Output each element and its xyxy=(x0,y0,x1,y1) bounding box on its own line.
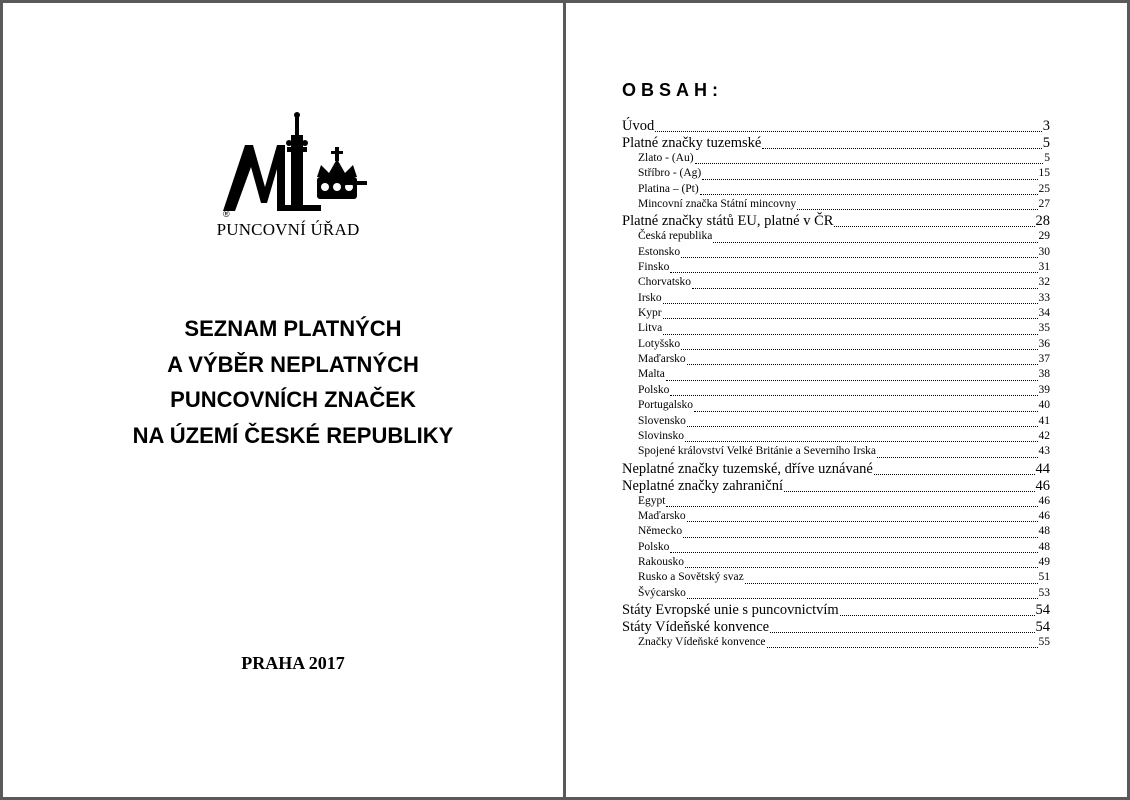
toc-entry-page: 29 xyxy=(1038,230,1050,243)
toc-subsection-entry[interactable] xyxy=(622,415,1050,430)
toc-dot-leader xyxy=(695,163,1044,164)
toc-entry-page: 32 xyxy=(1038,276,1050,289)
toc-subsection-entry[interactable] xyxy=(622,167,1050,182)
toc-entry-page: 40 xyxy=(1038,399,1050,412)
toc-entry-page: 37 xyxy=(1038,353,1050,366)
toc-subsection-entry[interactable] xyxy=(622,587,1050,602)
toc-subsection-entry[interactable] xyxy=(622,495,1050,510)
toc-subsection-entry[interactable] xyxy=(622,636,1050,651)
toc-section-entry[interactable] xyxy=(622,619,1050,636)
toc-dot-leader xyxy=(692,288,1037,289)
toc-entry-page: 34 xyxy=(1038,307,1050,320)
toc-page xyxy=(566,3,1127,797)
toc-entry-page: 54 xyxy=(1035,601,1050,618)
toc-subsection-entry[interactable] xyxy=(622,261,1050,276)
toc-entry-label: Neplatné značky zahraniční xyxy=(622,477,784,494)
toc-entry-page: 41 xyxy=(1038,414,1050,427)
toc-entry-label: Stříbro - (Ag) xyxy=(638,167,702,180)
logo-caption: PUNCOVNÍ ÚŘAD xyxy=(216,220,360,239)
toc-dot-leader xyxy=(666,506,1037,507)
toc-entry-page: 51 xyxy=(1038,571,1050,584)
toc-subsection-entry[interactable] xyxy=(622,510,1050,525)
toc-entry-label: Portugalsko xyxy=(638,399,693,412)
toc-entry-page: 33 xyxy=(1038,291,1050,304)
toc-entry-page: 31 xyxy=(1038,261,1050,274)
toc-dot-leader xyxy=(670,272,1037,273)
toc-entry-page: 55 xyxy=(1038,635,1050,648)
toc-dot-leader xyxy=(670,395,1037,396)
toc-section-entry[interactable] xyxy=(622,602,1050,619)
toc-entry-label: Mincovní značka Státní mincovny xyxy=(638,198,797,211)
toc-dot-leader xyxy=(745,583,1038,584)
toc-entry-label: Německo xyxy=(638,525,683,538)
toc-entry-page: 46 xyxy=(1038,494,1050,507)
toc-entry-label: Polsko xyxy=(638,540,670,553)
toc-subsection-entry[interactable] xyxy=(622,384,1050,399)
toc-entry-page: 5 xyxy=(1044,152,1050,164)
toc-subsection-entry[interactable] xyxy=(622,368,1050,383)
toc-entry-label: Úvod xyxy=(622,118,655,134)
toc-entry-page: 46 xyxy=(1038,509,1050,522)
toc-entry-page: 30 xyxy=(1038,245,1050,258)
toc-subsection-entry[interactable] xyxy=(622,307,1050,322)
toc-list xyxy=(622,118,1050,651)
toc-subsection-entry[interactable] xyxy=(622,541,1050,556)
toc-entry-label: Kypr xyxy=(638,307,662,320)
toc-heading: OBSAH: xyxy=(622,80,723,100)
toc-dot-leader xyxy=(655,131,1042,132)
toc-dot-leader xyxy=(762,148,1041,149)
toc-entry-label: Slovinsko xyxy=(638,429,685,442)
toc-entry-label: Maďarsko xyxy=(638,509,686,522)
toc-entry-page: 3 xyxy=(1042,118,1050,134)
toc-entry-label: Rusko a Sovětský svaz xyxy=(638,571,744,584)
title-line: A VÝBĚR NEPLATNÝCH xyxy=(167,351,419,377)
toc-entry-label: Lotyšsko xyxy=(638,337,681,350)
toc-dot-leader xyxy=(670,552,1037,553)
toc-subsection-entry[interactable] xyxy=(622,246,1050,261)
toc-section-entry[interactable] xyxy=(622,135,1050,152)
toc-entry-label: Česká republika xyxy=(638,230,713,243)
toc-dot-leader xyxy=(663,303,1038,304)
toc-dot-leader xyxy=(663,334,1037,335)
title-line: SEZNAM PLATNÝCH xyxy=(184,316,402,341)
toc-dot-leader xyxy=(666,380,1038,381)
cover-page xyxy=(3,3,563,797)
place-year: PRAHA 2017 xyxy=(241,653,345,673)
toc-subsection-entry[interactable] xyxy=(622,525,1050,540)
toc-section-entry[interactable] xyxy=(622,118,1050,135)
title-line: NA ÚZEMÍ ČESKÉ REPUBLIKY xyxy=(132,422,454,448)
toc-dot-leader xyxy=(770,632,1034,633)
toc-subsection-entry[interactable] xyxy=(622,152,1050,167)
toc-subsection-entry[interactable] xyxy=(622,322,1050,337)
toc-entry-page: 46 xyxy=(1035,477,1050,494)
toc-subsection-entry[interactable] xyxy=(622,230,1050,245)
toc-subsection-entry[interactable] xyxy=(622,183,1050,198)
toc-entry-page: 5 xyxy=(1042,135,1050,151)
toc-subsection-entry[interactable] xyxy=(622,445,1050,460)
toc-dot-leader xyxy=(694,411,1038,412)
toc-dot-leader xyxy=(767,647,1038,648)
toc-entry-label: Irsko xyxy=(638,291,662,304)
toc-dot-leader xyxy=(797,209,1037,210)
toc-entry-label: Spojené království Velké Británie a Severního Irska xyxy=(638,445,877,458)
toc-entry-page: 48 xyxy=(1038,525,1050,538)
toc-entry-label: Neplatné značky tuzemské, dříve uznávané xyxy=(622,460,873,477)
toc-entry-label: Švýcarsko xyxy=(638,586,686,599)
toc-entry-label: Platné značky tuzemské xyxy=(622,135,762,151)
toc-dot-leader xyxy=(681,349,1037,350)
puncovni-urad-logo-icon xyxy=(221,107,371,219)
toc-dot-leader xyxy=(877,457,1037,458)
toc-entry-page: 25 xyxy=(1038,182,1050,195)
toc-section-entry[interactable] xyxy=(622,461,1050,478)
toc-entry-label: Chorvatsko xyxy=(638,276,692,289)
title-line: PUNCOVNÍCH ZNAČEK xyxy=(170,387,416,412)
toc-entry-page: 54 xyxy=(1035,618,1050,635)
toc-entry-label: Slovensko xyxy=(638,414,686,427)
toc-entry-label: Zlato - (Au) xyxy=(638,152,694,164)
toc-entry-label: Platné značky států EU, platné v ČR xyxy=(622,213,834,230)
toc-entry-page: 53 xyxy=(1038,586,1050,599)
toc-subsection-entry[interactable] xyxy=(622,430,1050,445)
toc-entry-label: Státy Evropské unie s puncovnictvím xyxy=(622,601,839,618)
toc-section-entry[interactable] xyxy=(622,213,1050,230)
toc-dot-leader xyxy=(663,318,1038,319)
toc-entry-page: 42 xyxy=(1038,429,1050,442)
toc-entry-label: Egypt xyxy=(638,494,666,507)
toc-entry-page: 35 xyxy=(1038,322,1050,335)
toc-dot-leader xyxy=(784,491,1034,492)
toc-entry-page: 44 xyxy=(1035,460,1050,477)
toc-entry-label: Platina – (Pt) xyxy=(638,182,699,195)
toc-section-entry[interactable] xyxy=(622,478,1050,495)
toc-entry-label: Polsko xyxy=(638,383,670,396)
toc-entry-page: 49 xyxy=(1038,555,1050,568)
toc-entry-label: Státy Vídeňské konvence xyxy=(622,618,770,635)
toc-dot-leader xyxy=(700,194,1038,195)
registered-mark: ® xyxy=(223,209,230,219)
toc-dot-leader xyxy=(683,537,1037,538)
toc-entry-page: 15 xyxy=(1038,167,1050,180)
toc-dot-leader xyxy=(687,521,1038,522)
toc-subsection-entry[interactable] xyxy=(622,353,1050,368)
toc-subsection-entry[interactable] xyxy=(622,556,1050,571)
toc-dot-leader xyxy=(687,598,1038,599)
toc-entry-label: Estonsko xyxy=(638,245,681,258)
toc-dot-leader xyxy=(713,242,1037,243)
toc-entry-label: Značky Vídeňské konvence xyxy=(638,635,766,648)
toc-dot-leader xyxy=(840,615,1035,616)
toc-entry-page: 39 xyxy=(1038,383,1050,396)
toc-dot-leader xyxy=(687,426,1038,427)
toc-dot-leader xyxy=(685,567,1038,568)
toc-dot-leader xyxy=(874,474,1035,475)
toc-dot-leader xyxy=(685,441,1037,442)
toc-dot-leader xyxy=(687,364,1038,365)
toc-entry-label: Malta xyxy=(638,368,665,381)
toc-entry-label: Finsko xyxy=(638,261,670,274)
toc-entry-page: 43 xyxy=(1038,445,1050,458)
toc-entry-page: 36 xyxy=(1038,337,1050,350)
toc-subsection-entry[interactable] xyxy=(622,399,1050,414)
toc-subsection-entry[interactable] xyxy=(622,292,1050,307)
toc-entry-page: 48 xyxy=(1038,540,1050,553)
toc-entry-label: Maďarsko xyxy=(638,353,686,366)
toc-entry-page: 28 xyxy=(1035,213,1050,230)
toc-entry-label: Rakousko xyxy=(638,555,684,568)
document-title xyxy=(63,311,523,453)
toc-entry-label: Litva xyxy=(638,322,663,335)
toc-dot-leader xyxy=(702,179,1037,180)
toc-dot-leader xyxy=(834,226,1034,227)
toc-dot-leader xyxy=(681,257,1037,258)
toc-entry-page: 27 xyxy=(1038,198,1050,211)
toc-subsection-entry[interactable] xyxy=(622,571,1050,586)
toc-subsection-entry[interactable] xyxy=(622,276,1050,291)
toc-subsection-entry[interactable] xyxy=(622,198,1050,213)
toc-entry-page: 38 xyxy=(1038,368,1050,381)
toc-subsection-entry[interactable] xyxy=(622,338,1050,353)
